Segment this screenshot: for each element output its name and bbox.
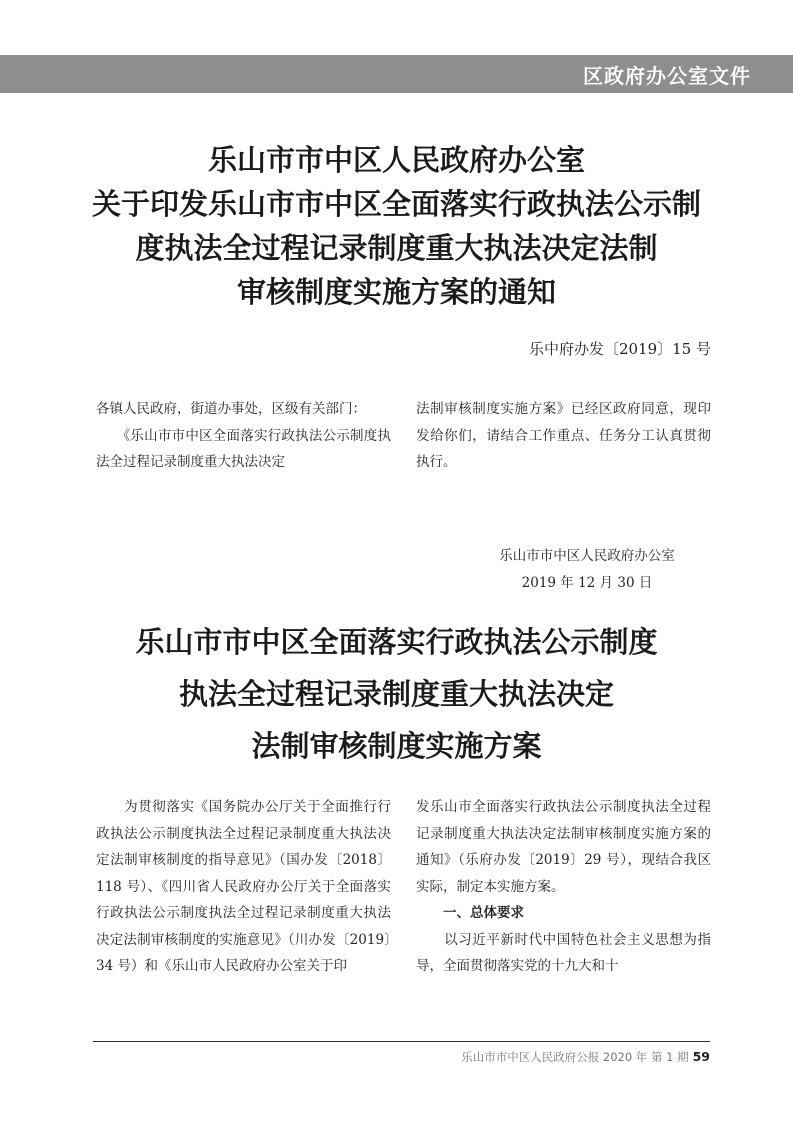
page-number: 59 — [692, 1049, 710, 1064]
notice-title-line: 乐山市市中区人民政府办公室 — [207, 143, 585, 177]
notice-paragraph: 法制审核制度实施方案》已经区政府同意，现印发给你们，请结合工作重点、任务分工认真贯彻执行。 — [416, 401, 711, 470]
page-footer — [461, 1049, 710, 1065]
plan-body-left — [96, 794, 391, 980]
plan-paragraph: 发乐山市全面落实行政执法公示制度执法全过程记录制度重大执法决定法制审核制度实施方案的通知》（乐府办发〔2019〕29 号），现结合我区实际，制定本实施方案。 — [416, 799, 711, 895]
notice-paragraph: 各镇人民政府，街道办事处，区级有关部门： — [96, 401, 366, 417]
plan-body-right — [416, 794, 711, 980]
footer-divider — [93, 1041, 710, 1042]
notice-title — [60, 138, 733, 314]
plan-title-line: 乐山市市中区全面落实行政执法公示制度 — [135, 625, 658, 659]
plan-title — [60, 616, 733, 772]
notice-title-line: 关于印发乐山市市中区全面落实行政执法公示制 — [91, 187, 701, 221]
notice-body-right — [416, 396, 711, 476]
plan-paragraph: 为贯彻落实《国务院办公厅关于全面推行行政执法公示制度执法全过程记录制度重大执法决定法制审核制度的指导意见》（国办发〔2018〕118 号）、《四川省人民政府办公厅关于全面落实行政执法公示制度执法全过程记录制度重大执法决定法制审核制度的实施意见》（川办发〔2019〕34 号）和《乐山市人民政府办公室关于印 — [96, 799, 391, 974]
notice-body-left — [96, 396, 391, 476]
notice-title-line: 审核制度实施方案的通知 — [236, 275, 556, 309]
plan-title-line: 执法全过程记录制度重大执法决定 — [178, 677, 614, 711]
notice-title-line: 度执法全过程记录制度重大执法决定法制 — [135, 231, 658, 265]
plan-title-line: 法制审核制度实施方案 — [251, 729, 542, 763]
signature-date: 2019 年 12 月 30 日 — [521, 575, 653, 591]
header-banner — [0, 55, 793, 93]
signature-organization: 乐山市市中区人民政府办公室 — [499, 548, 675, 564]
banner-label: 区政府办公室文件 — [583, 64, 751, 88]
publication-name: 乐山市市中区人民政府公报 2020 年 第 1 期 — [461, 1050, 689, 1064]
notice-paragraph: 《乐山市市中区全面落实行政执法公示制度执法全过程记录制度重大执法决定 — [96, 427, 391, 470]
section-heading: 一、总体要求 — [443, 905, 524, 921]
document-number: 乐中府办发〔2019〕15 号 — [528, 340, 711, 358]
section-paragraph: 以习近平新时代中国特色社会主义思想为指导，全面贯彻落实党的十九大和十 — [416, 931, 711, 974]
